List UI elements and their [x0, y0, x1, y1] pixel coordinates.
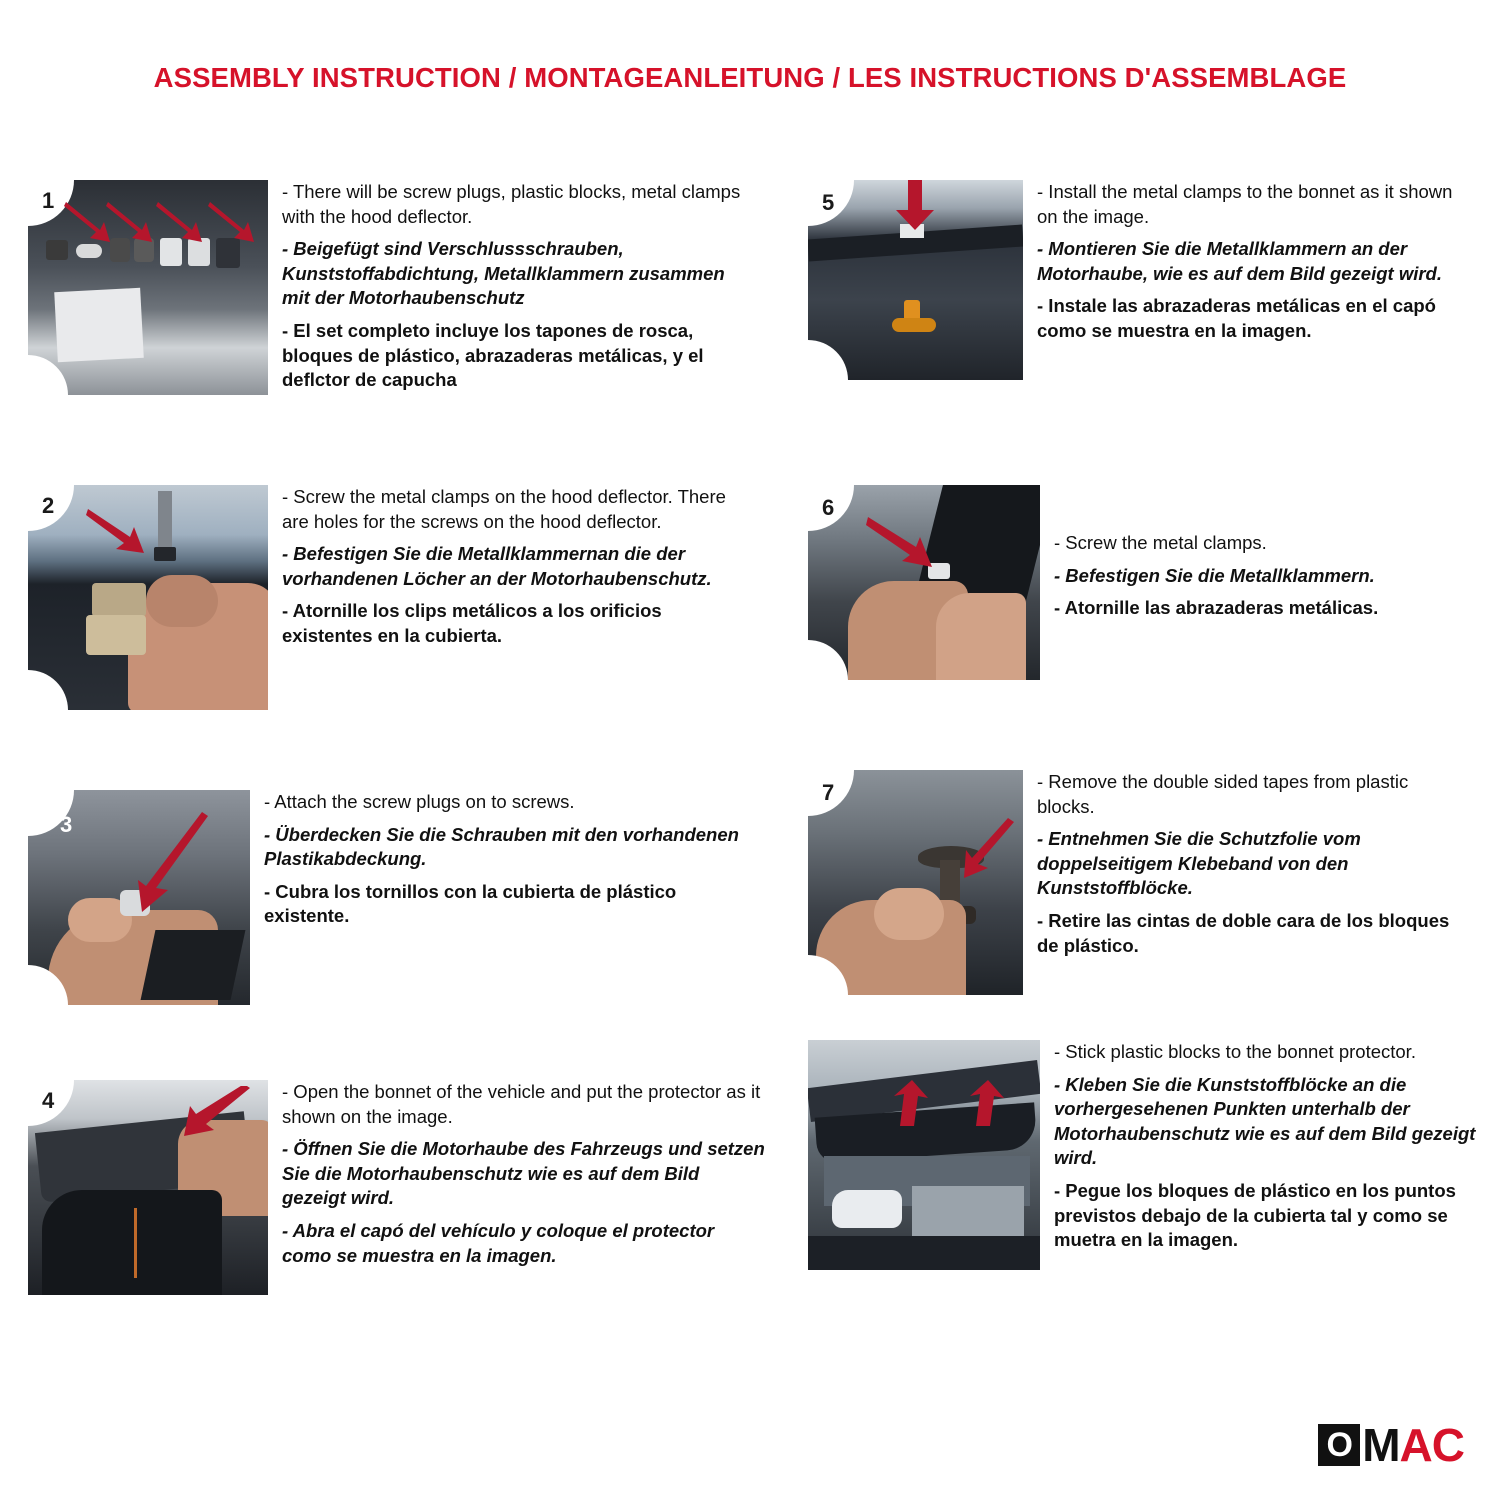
step-2-text: [268, 485, 748, 657]
screw-plug-attach-photo: [28, 790, 250, 1005]
step-text-en: - There will be screw plugs, plastic blocks, metal clamps with the hood deflector.: [282, 181, 741, 227]
step-5-text: [1023, 180, 1468, 352]
arrow-icon: [966, 1080, 1010, 1128]
stick-blocks-photo: [808, 1040, 1040, 1270]
step-text-es: - Retire las cintas de doble cara de los bloques de plástico.: [1037, 909, 1450, 956]
step-text-de: - Entnehmen Sie die Schutzfolie vom doppelseitigem Klebeband von den Kunststoffblöcke.: [1037, 828, 1361, 899]
hardware-kit-photo: [28, 180, 268, 395]
logo-letter-o: O: [1318, 1424, 1360, 1466]
step-number: 4: [42, 1088, 55, 1113]
step-text-es: - Abra el capó del vehículo y coloque el protector como se muestra en la imagen.: [282, 1219, 715, 1266]
step-text-en: - Remove the double sided tapes from plastic blocks.: [1037, 771, 1409, 817]
logo-letters-ac: AC: [1399, 1419, 1464, 1471]
step-3: [28, 790, 748, 1005]
steps-grid: [28, 160, 1476, 1410]
step-text-es: - El set completo incluye los tapones de rosca, bloques de plástico, abrazaderas metálicas, y el deflctor de capucha: [282, 319, 704, 391]
step-6: [808, 485, 1468, 680]
remove-tape-photo: [808, 770, 1023, 995]
step-8-text: [1040, 1040, 1488, 1261]
step-text-de: - Überdecken Sie die Schrauben mit den vorhandenen Plastikabdeckung.: [264, 823, 739, 870]
clamp-on-bonnet-photo: [808, 180, 1023, 380]
step-number: 3: [60, 812, 73, 837]
step-text-de: - Befestigen Sie die Metallklammernan die der vorhandenen Löcher an der Motorhaubenschutz.: [282, 543, 712, 589]
step-5: [808, 180, 1468, 380]
step-4: [28, 1080, 768, 1295]
arrow-icon: [64, 200, 112, 244]
arrow-icon: [106, 200, 154, 244]
step-6-text: [1040, 485, 1468, 629]
arrow-icon: [890, 1080, 934, 1128]
step-1-text: [268, 180, 748, 401]
step-text-de: - Öffnen Sie die Motorhaube des Fahrzeugs und setzen Sie die Motorhaubenschutz wie es auf dem Bild gezeigt wird.: [282, 1138, 765, 1209]
metal-clamp-screwing-photo: [28, 485, 268, 710]
step-text-es: - Atornille los clips metálicos a los orificios existentes en la cubierta.: [282, 600, 662, 646]
arrow-icon: [958, 818, 1020, 884]
step-text-es: - Pegue los bloques de plástico en los puntos previstos debajo de la cubierta tal y como se muetra en la imagen.: [1054, 1179, 1456, 1251]
open-bonnet-photo: [28, 1080, 268, 1295]
page-title: ASSEMBLY INSTRUCTION / MONTAGEANLEITUNG / LES INSTRUCTIONS D'ASSEMBLAGE: [153, 62, 1347, 93]
step-text-en: - Stick plastic blocks to the bonnet protector.: [1054, 1041, 1416, 1062]
step-2: [28, 485, 748, 710]
step-text-en: - Attach the screw plugs on to screws.: [264, 791, 575, 812]
arrow-icon: [180, 1086, 254, 1148]
step-text-de: - Beigefügt sind Verschlussschrauben, Kunststoffabdichtung, Metallklammern zusammen mit der Motorhaubenschutz: [282, 238, 725, 309]
arrow-icon: [156, 200, 204, 244]
brand-logo: [1318, 1418, 1464, 1472]
step-number: 1: [42, 188, 55, 213]
step-number: 6: [822, 495, 835, 520]
step-text-en: - Open the bonnet of the vehicle and put the protector as it shown on the image.: [282, 1081, 761, 1127]
step-3-text: [250, 790, 748, 937]
step-text-de: - Kleben Sie die Kunststoffblöcke an die vorhergesehenen Punkten unterhalb der Motorhaubenschutz wie es auf dem Bild gezeigt wird.: [1054, 1073, 1476, 1169]
arrow-icon: [122, 812, 214, 922]
step-4-text: [268, 1080, 768, 1276]
arrow-icon: [86, 505, 148, 557]
step-number: 2: [42, 493, 55, 518]
step-7: [808, 770, 1468, 995]
step-1: [28, 180, 748, 401]
step-text-en: - Screw the metal clamps.: [1054, 532, 1267, 553]
step-text-en: - Screw the metal clamps on the hood deflector. There are holes for the screws on the hood deflector.: [282, 486, 726, 532]
step-text-es: - Instale las abrazaderas metálicas en el capó como se muestra en la imagen.: [1037, 295, 1436, 341]
step-number: 7: [822, 780, 835, 805]
step-7-text: [1023, 770, 1468, 966]
arrow-icon: [866, 513, 940, 575]
step-text-de: - Befestigen Sie die Metallklammern.: [1054, 564, 1375, 586]
step-text-de: - Montieren Sie die Metallklammern an der Motorhaube, wie es auf dem Bild gezeigt wird.: [1037, 238, 1442, 284]
step-8: [808, 1040, 1488, 1270]
arrow-icon: [892, 180, 936, 232]
step-number: 5: [822, 190, 835, 215]
step-text-en: - Install the metal clamps to the bonnet as it shown on the image.: [1037, 181, 1453, 227]
step-text-es: - Cubra los tornillos con la cubierta de plástico existente.: [264, 880, 677, 927]
arrow-icon: [208, 200, 256, 244]
step-text-es: - Atornille las abrazaderas metálicas.: [1054, 597, 1379, 619]
logo-letter-m: M: [1362, 1419, 1400, 1471]
screwing-clamps-photo: [808, 485, 1040, 680]
